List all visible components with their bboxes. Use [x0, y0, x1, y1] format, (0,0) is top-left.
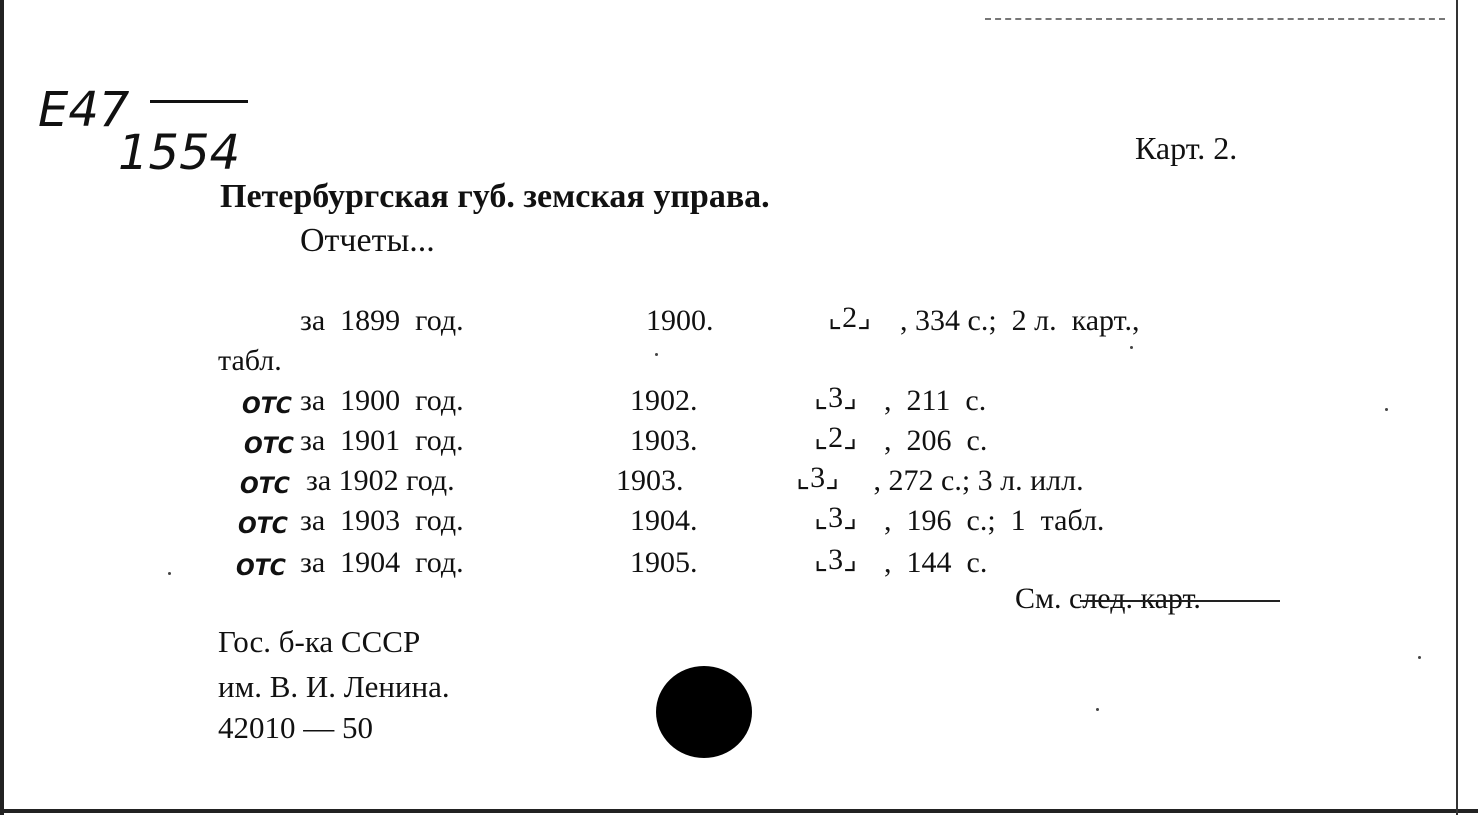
- speck: [655, 353, 658, 356]
- check-mark: ОТС: [244, 434, 294, 459]
- card-number: Карт. 2.: [1135, 130, 1238, 166]
- entry-year: за 1900 год.: [300, 384, 464, 417]
- entry-extent: , 144 с.: [884, 546, 988, 579]
- entry-year: за 1902 год.: [306, 464, 455, 497]
- speck: [1130, 346, 1133, 349]
- heading: Петербургская губ. земская управа.: [220, 178, 770, 215]
- entry-volumes-number: 3: [828, 543, 844, 576]
- speck: [168, 572, 171, 575]
- entry-published: 1900.: [646, 304, 714, 337]
- entry-extent: , 206 с.: [884, 424, 988, 457]
- shelfmark-top: E47: [38, 82, 130, 138]
- entry-volumes-number: 3: [828, 381, 844, 414]
- entry-year: за 1904 год.: [300, 546, 464, 579]
- library-name: Гос. б-ка СССР: [218, 624, 421, 659]
- entry-published: 1905.: [630, 546, 698, 579]
- entry-year: за 1903 год.: [300, 504, 464, 537]
- speck: [1096, 708, 1099, 711]
- punch-hole: [656, 666, 752, 758]
- library-print-code: 42010 — 50: [218, 710, 373, 745]
- entry-published: 1902.: [630, 384, 698, 417]
- card-border-right: [1456, 0, 1458, 815]
- entry-volumes: ⌞3⌟: [796, 461, 840, 494]
- entry-volumes: ⌞3⌟: [814, 543, 858, 576]
- shelfmark-fraction-bar: [150, 100, 248, 103]
- entry-volumes-number: 2: [842, 301, 858, 334]
- card-border-left: [0, 0, 4, 815]
- speck: [1418, 656, 1421, 659]
- entry-extent: , 334 с.; 2 л. карт.,: [900, 304, 1140, 337]
- entry-volumes: ⌞3⌟: [814, 501, 858, 534]
- entry-volumes: ⌞2⌟: [814, 421, 858, 454]
- entry-continuation: табл.: [218, 344, 282, 377]
- see-next-card: См. след. карт.: [1015, 582, 1201, 615]
- entry-extent: , 196 с.; 1 табл.: [884, 504, 1105, 537]
- entry-year: за 1899 год.: [300, 304, 464, 337]
- entry-volumes: ⌞3⌟: [814, 381, 858, 414]
- entry-published: 1904.: [630, 504, 698, 537]
- subheading: Отчеты...: [300, 222, 435, 259]
- card-border-bottom: [0, 809, 1478, 813]
- card-border-top-dashed: [985, 18, 1445, 20]
- shelfmark-bottom: 1554: [118, 125, 241, 181]
- entry-year: за 1901 год.: [300, 424, 464, 457]
- entry-volumes-number: 3: [828, 501, 844, 534]
- entry-volumes: ⌞2⌟: [828, 301, 872, 334]
- check-mark: ОТС: [238, 514, 288, 539]
- check-mark: ОТС: [236, 556, 286, 581]
- entry-volumes-number: 3: [810, 461, 826, 494]
- see-next-strike: [1080, 600, 1280, 602]
- entry-published: 1903.: [630, 424, 698, 457]
- check-mark: ОТС: [242, 394, 292, 419]
- entry-extent: , 272 с.; 3 л. илл.: [866, 464, 1084, 497]
- entry-volumes-number: 2: [828, 421, 844, 454]
- entry-published: 1903.: [616, 464, 684, 497]
- speck: [1385, 408, 1388, 411]
- library-dedication: им. В. И. Ленина.: [218, 669, 450, 704]
- check-mark: ОТС: [240, 474, 290, 499]
- entry-extent: , 211 с.: [884, 384, 987, 417]
